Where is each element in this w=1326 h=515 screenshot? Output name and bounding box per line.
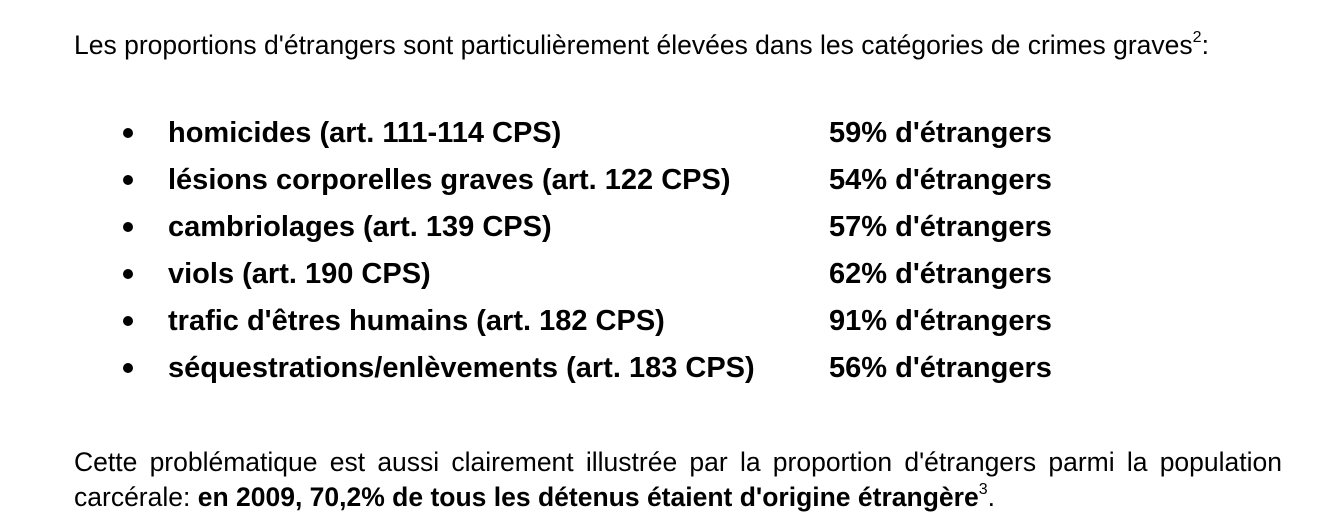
outro-highlight: en 2009, 70,2% de tous les détenus étaient d'origine étrangère: [197, 482, 979, 512]
outro-suffix: .: [987, 482, 995, 512]
crime-label: homicides (art. 111-114 CPS): [168, 117, 562, 149]
crime-rate: 91% d'étrangers: [829, 305, 1052, 337]
crime-label: viols (art. 190 CPS): [168, 258, 431, 290]
footnote-ref-2[interactable]: 2: [1192, 29, 1202, 47]
bullet-icon: [123, 222, 133, 232]
crime-rate: 59% d'étrangers: [829, 117, 1052, 149]
list-item: [0, 348, 1326, 395]
crime-rate: 57% d'étrangers: [829, 211, 1052, 243]
bullet-icon: [123, 269, 133, 279]
crime-statistics-list: [0, 113, 1326, 395]
list-item: [0, 113, 1326, 160]
bullet-icon: [123, 175, 133, 185]
crime-rate: 56% d'étrangers: [829, 352, 1052, 384]
list-item: [0, 207, 1326, 254]
list-item: [0, 301, 1326, 348]
crime-label: lésions corporelles graves (art. 122 CPS): [168, 164, 731, 196]
crime-label: séquestrations/enlèvements (art. 183 CPS): [168, 352, 755, 384]
bullet-icon: [123, 128, 133, 138]
crime-label: trafic d'êtres humains (art. 182 CPS): [168, 305, 665, 337]
intro-suffix: :: [1201, 30, 1209, 60]
crime-rate: 54% d'étrangers: [829, 164, 1052, 196]
intro-text: Les proportions d'étrangers sont particulièrement élevées dans les catégories de crimes graves: [74, 30, 1193, 60]
crime-label: cambriolages (art. 139 CPS): [168, 211, 552, 243]
list-item: [0, 160, 1326, 207]
outro-paragraph: [74, 445, 1282, 515]
crime-rate: 62% d'étrangers: [829, 258, 1052, 290]
outro-text: Cette problématique est aussi clairement illustrée par la proportion d'étrangers parmi la population carcérale:: [74, 447, 1282, 512]
footnote-ref-3[interactable]: 3: [978, 481, 988, 499]
list-item: [0, 254, 1326, 301]
intro-paragraph: [74, 28, 1282, 63]
bullet-icon: [123, 363, 133, 373]
bullet-icon: [123, 316, 133, 326]
